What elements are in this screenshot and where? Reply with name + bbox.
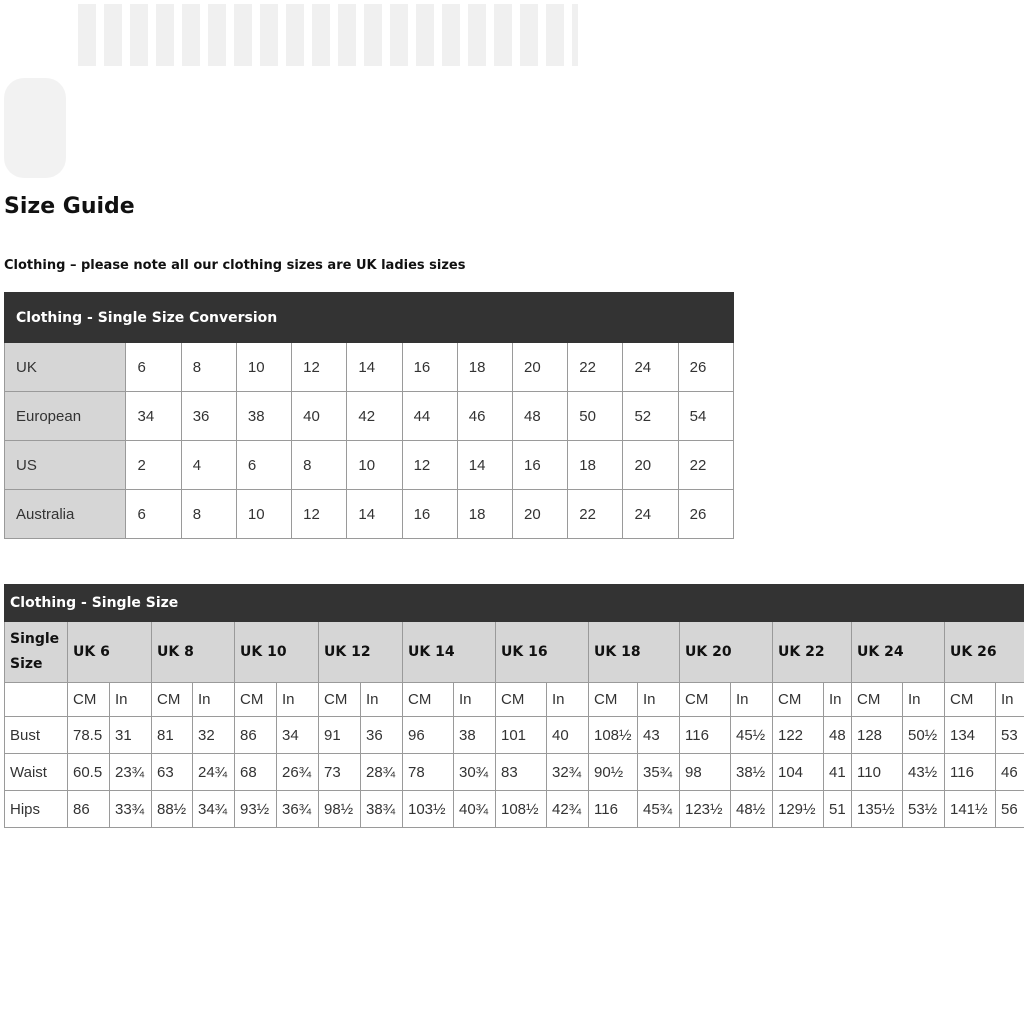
conversion-cell: 22 bbox=[678, 441, 733, 490]
size-note: Clothing – please note all our clothing sizes are UK ladies sizes bbox=[4, 258, 466, 273]
measurement-cell: 45½ bbox=[731, 717, 773, 754]
size-column-header: UK 22 bbox=[773, 622, 852, 683]
measurement-cell: 63 bbox=[152, 754, 193, 791]
unit-in-cell: In bbox=[996, 683, 1024, 717]
measurement-cell: 48 bbox=[824, 717, 852, 754]
conversion-cell: 40 bbox=[292, 392, 347, 441]
unit-cm-cell: CM bbox=[945, 683, 996, 717]
conversion-cell: 20 bbox=[623, 441, 678, 490]
conversion-cell: 8 bbox=[292, 441, 347, 490]
measurement-cell: 35¾ bbox=[638, 754, 680, 791]
measurement-cell: 116 bbox=[680, 717, 731, 754]
measurement-cell: 34 bbox=[277, 717, 319, 754]
measurement-cell: 23¾ bbox=[110, 754, 152, 791]
conversion-cell: 50 bbox=[568, 392, 623, 441]
measurement-row-label: Bust bbox=[5, 717, 68, 754]
conversion-cell: 12 bbox=[292, 343, 347, 392]
unit-in-cell: In bbox=[903, 683, 945, 717]
unit-cm-cell: CM bbox=[589, 683, 638, 717]
measurement-cell: 40 bbox=[547, 717, 589, 754]
conversion-cell: 10 bbox=[236, 490, 291, 539]
conversion-cell: 52 bbox=[623, 392, 678, 441]
measurement-cell: 110 bbox=[852, 754, 903, 791]
measurement-cell: 73 bbox=[319, 754, 361, 791]
measurement-cell: 38½ bbox=[731, 754, 773, 791]
unit-in-cell: In bbox=[454, 683, 496, 717]
measurement-cell: 86 bbox=[235, 717, 277, 754]
conversion-row bbox=[5, 441, 734, 490]
measurement-cell: 33¾ bbox=[110, 791, 152, 828]
measurement-cell: 41 bbox=[824, 754, 852, 791]
measurement-cell: 128 bbox=[852, 717, 903, 754]
conversion-cell: 16 bbox=[402, 343, 457, 392]
measurement-cell: 135½ bbox=[852, 791, 903, 828]
conversion-cell: 42 bbox=[347, 392, 402, 441]
conversion-cell: 10 bbox=[347, 441, 402, 490]
measurement-cell: 26¾ bbox=[277, 754, 319, 791]
measurement-cell: 48½ bbox=[731, 791, 773, 828]
measurement-cell: 122 bbox=[773, 717, 824, 754]
conversion-table-title: Clothing - Single Size Conversion bbox=[5, 293, 734, 343]
conversion-row-label: UK bbox=[5, 343, 126, 392]
measurement-cell: 108½ bbox=[589, 717, 638, 754]
measurement-cell: 98½ bbox=[319, 791, 361, 828]
single-size-header bbox=[5, 622, 68, 683]
measurement-cell: 38¾ bbox=[361, 791, 403, 828]
size-column-header: UK 24 bbox=[852, 622, 945, 683]
measurement-cell: 83 bbox=[496, 754, 547, 791]
conversion-cell: 18 bbox=[457, 343, 512, 392]
conversion-cell: 26 bbox=[678, 490, 733, 539]
measurement-cell: 31 bbox=[110, 717, 152, 754]
unit-cm-cell: CM bbox=[68, 683, 110, 717]
conversion-cell: 12 bbox=[402, 441, 457, 490]
unit-cm-cell: CM bbox=[852, 683, 903, 717]
measurement-row-label: Waist bbox=[5, 754, 68, 791]
unit-in-cell: In bbox=[731, 683, 773, 717]
conversion-cell: 18 bbox=[568, 441, 623, 490]
conversion-cell: 6 bbox=[236, 441, 291, 490]
size-column-header: UK 18 bbox=[589, 622, 680, 683]
conversion-cell: 36 bbox=[181, 392, 236, 441]
conversion-row bbox=[5, 392, 734, 441]
measurement-cell: 98 bbox=[680, 754, 731, 791]
conversion-cell: 22 bbox=[568, 343, 623, 392]
measurement-row-label: Hips bbox=[5, 791, 68, 828]
size-conversion-table bbox=[4, 292, 734, 539]
unit-in-cell: In bbox=[110, 683, 152, 717]
measurement-cell: 129½ bbox=[773, 791, 824, 828]
conversion-cell: 6 bbox=[126, 343, 181, 392]
measurement-cell: 88½ bbox=[152, 791, 193, 828]
size-column-header: UK 20 bbox=[680, 622, 773, 683]
measurement-cell: 24¾ bbox=[193, 754, 235, 791]
measurement-row bbox=[5, 791, 1024, 828]
unit-corner-cell bbox=[5, 683, 68, 717]
size-column-header: UK 26 bbox=[945, 622, 1024, 683]
measurement-cell: 90½ bbox=[589, 754, 638, 791]
conversion-cell: 20 bbox=[513, 343, 568, 392]
unit-in-cell: In bbox=[638, 683, 680, 717]
conversion-cell: 24 bbox=[623, 343, 678, 392]
size-column-header: UK 16 bbox=[496, 622, 589, 683]
measurement-cell: 53 bbox=[996, 717, 1024, 754]
measurement-cell: 34¾ bbox=[193, 791, 235, 828]
measurement-cell: 86 bbox=[68, 791, 110, 828]
conversion-cell: 22 bbox=[568, 490, 623, 539]
measurement-cell: 46 bbox=[996, 754, 1024, 791]
measurement-table-title: Clothing - Single Size bbox=[5, 585, 1024, 622]
measurement-cell: 36¾ bbox=[277, 791, 319, 828]
conversion-cell: 6 bbox=[126, 490, 181, 539]
unit-cm-cell: CM bbox=[235, 683, 277, 717]
conversion-cell: 16 bbox=[402, 490, 457, 539]
measurement-cell: 32¾ bbox=[547, 754, 589, 791]
conversion-cell: 26 bbox=[678, 343, 733, 392]
measurement-cell: 43½ bbox=[903, 754, 945, 791]
faded-decoration bbox=[4, 78, 66, 178]
size-column-header: UK 8 bbox=[152, 622, 235, 683]
page-title: Size Guide bbox=[4, 194, 135, 219]
conversion-row bbox=[5, 490, 734, 539]
unit-cm-cell: CM bbox=[496, 683, 547, 717]
size-column-header: UK 14 bbox=[403, 622, 496, 683]
conversion-cell: 44 bbox=[402, 392, 457, 441]
size-column-header: UK 10 bbox=[235, 622, 319, 683]
conversion-cell: 24 bbox=[623, 490, 678, 539]
measurement-cell: 51 bbox=[824, 791, 852, 828]
measurement-cell: 96 bbox=[403, 717, 454, 754]
conversion-cell: 2 bbox=[126, 441, 181, 490]
measurement-cell: 28¾ bbox=[361, 754, 403, 791]
conversion-cell: 34 bbox=[126, 392, 181, 441]
measurement-cell: 123½ bbox=[680, 791, 731, 828]
measurement-cell: 101 bbox=[496, 717, 547, 754]
conversion-cell: 38 bbox=[236, 392, 291, 441]
measurement-cell: 134 bbox=[945, 717, 996, 754]
measurement-cell: 36 bbox=[361, 717, 403, 754]
unit-cm-cell: CM bbox=[152, 683, 193, 717]
measurement-cell: 50½ bbox=[903, 717, 945, 754]
size-column-header: UK 12 bbox=[319, 622, 403, 683]
measurement-cell: 45¾ bbox=[638, 791, 680, 828]
conversion-cell: 4 bbox=[181, 441, 236, 490]
measurement-cell: 141½ bbox=[945, 791, 996, 828]
conversion-cell: 54 bbox=[678, 392, 733, 441]
measurement-cell: 81 bbox=[152, 717, 193, 754]
measurement-cell: 56 bbox=[996, 791, 1024, 828]
conversion-cell: 8 bbox=[181, 490, 236, 539]
measurement-cell: 42¾ bbox=[547, 791, 589, 828]
measurement-cell: 78 bbox=[403, 754, 454, 791]
single-size-label-line1: Single bbox=[10, 631, 60, 647]
measurement-cell: 40¾ bbox=[454, 791, 496, 828]
measurement-cell: 38 bbox=[454, 717, 496, 754]
conversion-row bbox=[5, 343, 734, 392]
size-measurement-table bbox=[4, 584, 1024, 828]
measurement-cell: 68 bbox=[235, 754, 277, 791]
unit-cm-cell: CM bbox=[319, 683, 361, 717]
measurement-cell: 108½ bbox=[496, 791, 547, 828]
conversion-row-label: Australia bbox=[5, 490, 126, 539]
conversion-cell: 20 bbox=[513, 490, 568, 539]
unit-in-cell: In bbox=[193, 683, 235, 717]
conversion-cell: 12 bbox=[292, 490, 347, 539]
conversion-cell: 14 bbox=[347, 490, 402, 539]
measurement-row bbox=[5, 717, 1024, 754]
measurement-row bbox=[5, 754, 1024, 791]
conversion-cell: 16 bbox=[513, 441, 568, 490]
measurement-cell: 30¾ bbox=[454, 754, 496, 791]
measurement-cell: 116 bbox=[945, 754, 996, 791]
measurement-cell: 60.5 bbox=[68, 754, 110, 791]
measurement-cell: 103½ bbox=[403, 791, 454, 828]
conversion-row-label: European bbox=[5, 392, 126, 441]
measurement-cell: 93½ bbox=[235, 791, 277, 828]
measurement-cell: 91 bbox=[319, 717, 361, 754]
unit-in-cell: In bbox=[547, 683, 589, 717]
conversion-cell: 46 bbox=[457, 392, 512, 441]
unit-cm-cell: CM bbox=[680, 683, 731, 717]
unit-in-cell: In bbox=[361, 683, 403, 717]
conversion-cell: 14 bbox=[347, 343, 402, 392]
conversion-cell: 10 bbox=[236, 343, 291, 392]
unit-cm-cell: CM bbox=[403, 683, 454, 717]
measurement-cell: 104 bbox=[773, 754, 824, 791]
conversion-cell: 8 bbox=[181, 343, 236, 392]
conversion-cell: 18 bbox=[457, 490, 512, 539]
measurement-cell: 53½ bbox=[903, 791, 945, 828]
conversion-cell: 14 bbox=[457, 441, 512, 490]
size-column-header: UK 6 bbox=[68, 622, 152, 683]
conversion-row-label: US bbox=[5, 441, 126, 490]
measurement-cell: 116 bbox=[589, 791, 638, 828]
measurement-cell: 78.5 bbox=[68, 717, 110, 754]
unit-in-cell: In bbox=[277, 683, 319, 717]
unit-in-cell: In bbox=[824, 683, 852, 717]
measurement-cell: 32 bbox=[193, 717, 235, 754]
measurement-cell: 43 bbox=[638, 717, 680, 754]
unit-cm-cell: CM bbox=[773, 683, 824, 717]
faded-header-logo bbox=[78, 4, 578, 66]
single-size-label-line2: Size bbox=[10, 656, 43, 672]
conversion-cell: 48 bbox=[513, 392, 568, 441]
